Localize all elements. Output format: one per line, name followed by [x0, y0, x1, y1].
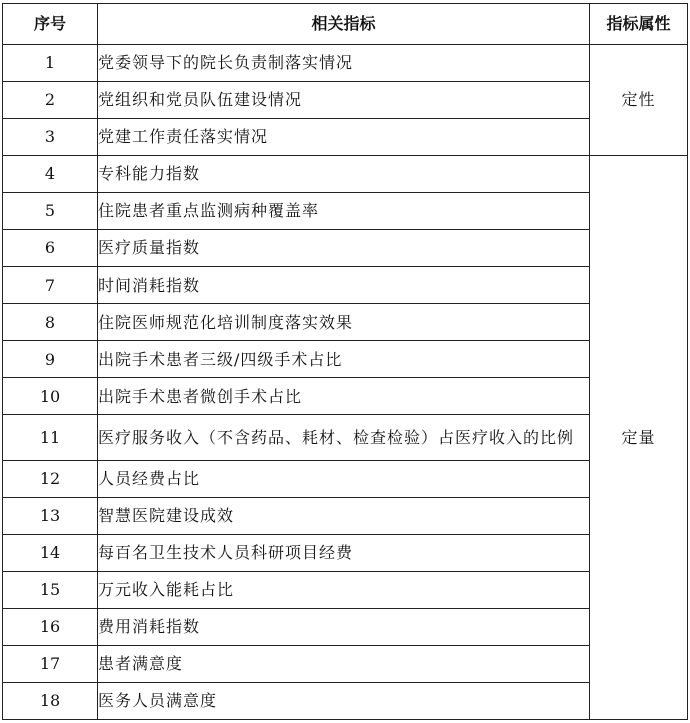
indicator-name: 出院手术患者微创手术占比: [98, 378, 590, 415]
indicator-name: 住院医师规范化培训制度落实效果: [98, 304, 590, 341]
header-indicator: 相关指标: [98, 4, 590, 45]
indicator-name: 人员经费占比: [98, 460, 590, 497]
row-number: 4: [3, 156, 98, 193]
table-row: [3, 45, 688, 82]
indicator-name: 出院手术患者三级/四级手术占比: [98, 341, 590, 378]
indicator-name: 智慧医院建设成效: [98, 497, 590, 534]
table-row: [3, 534, 688, 571]
row-number: 11: [3, 415, 98, 460]
indicator-name: 专科能力指数: [98, 156, 590, 193]
row-number: 8: [3, 304, 98, 341]
row-number: 2: [3, 82, 98, 119]
table-row: [3, 645, 688, 682]
row-number: 5: [3, 193, 98, 230]
table-row: [3, 341, 688, 378]
table-row: [3, 378, 688, 415]
header-row: [3, 4, 688, 45]
table-row: [3, 682, 688, 719]
table-row: [3, 571, 688, 608]
row-number: 10: [3, 378, 98, 415]
indicator-name: 党组织和党员队伍建设情况: [98, 82, 590, 119]
attribute-cell-quantitative: 定量: [590, 156, 688, 720]
row-number: 1: [3, 45, 98, 82]
header-attribute: 指标属性: [590, 4, 688, 45]
indicator-name: 万元收入能耗占比: [98, 571, 590, 608]
row-number: 18: [3, 682, 98, 719]
row-number: 15: [3, 571, 98, 608]
table-row: [3, 230, 688, 267]
indicator-name: 医疗质量指数: [98, 230, 590, 267]
row-number: 3: [3, 119, 98, 156]
table-row: [3, 82, 688, 119]
row-number: 12: [3, 460, 98, 497]
indicator-name: 时间消耗指数: [98, 267, 590, 304]
indicator-name: 医务人员满意度: [98, 682, 590, 719]
row-number: 13: [3, 497, 98, 534]
row-number: 6: [3, 230, 98, 267]
indicator-name: 党委领导下的院长负责制落实情况: [98, 45, 590, 82]
table-row: [3, 460, 688, 497]
header-number: 序号: [3, 4, 98, 45]
row-number: 7: [3, 267, 98, 304]
row-number: 14: [3, 534, 98, 571]
table-row: [3, 497, 688, 534]
indicator-name: 每百名卫生技术人员科研项目经费: [98, 534, 590, 571]
row-number: 9: [3, 341, 98, 378]
indicator-table: [2, 3, 688, 720]
table-row: [3, 119, 688, 156]
table-row: [3, 608, 688, 645]
indicator-name: 党建工作责任落实情况: [98, 119, 590, 156]
attribute-cell-qualitative: 定性: [590, 45, 688, 156]
indicator-name: 费用消耗指数: [98, 608, 590, 645]
indicator-name: 患者满意度: [98, 645, 590, 682]
table-row: [3, 156, 688, 193]
table-row: [3, 193, 688, 230]
table-row: [3, 415, 688, 460]
row-number: 16: [3, 608, 98, 645]
row-number: 17: [3, 645, 98, 682]
indicator-name: 医疗服务收入（不含药品、耗材、检查检验）占医疗收入的比例: [98, 415, 590, 460]
table-row: [3, 304, 688, 341]
table-row: [3, 267, 688, 304]
indicator-name: 住院患者重点监测病种覆盖率: [98, 193, 590, 230]
